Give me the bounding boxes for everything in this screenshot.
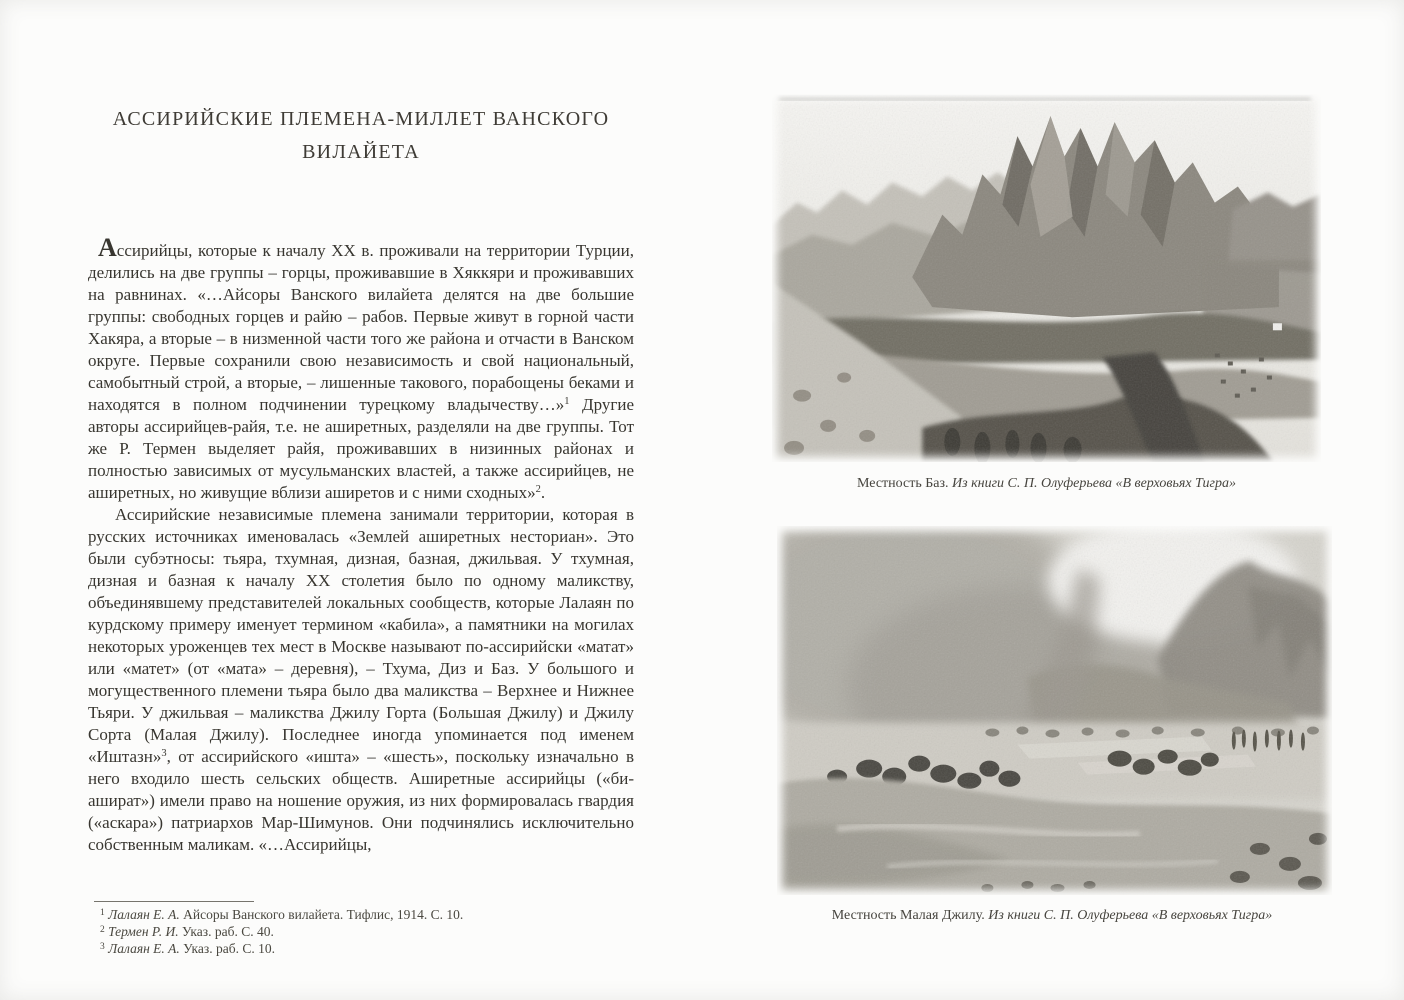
figure-photo-baz xyxy=(772,94,1321,462)
article-body xyxy=(88,233,634,856)
footnote-author: Лалаян Е. А. xyxy=(108,941,180,957)
paragraph-1 xyxy=(88,233,634,504)
figure-caption-baz xyxy=(772,476,1321,492)
footnote-2 xyxy=(88,923,634,940)
paragraph-text: Ассирийские независимые племена занимали территории, которая в русских источниках именовалась «Землей аширетных несториан». Это были субэтносы: тьяра, тхумная, дизная, базная, джильвая. У тхумная, дизная и базная к началу XX столетия было по одному маликству, объединявшему представителей локальных сообществ, которые Лалаян по курдскому примеру именует термином «кабила», а памятники на могилах некоторых уроженцев тех мест в Москве называют по-ассирийски «матат» или «матет» (от «мата» – деревня), – Тхума, Диз и Баз. У большого и могущественного племени тьяра было два маликства – Верхнее и Нижнее Тьяри. У джильвая – маликства Джилу Горта (Большая Джилу) и Джилу Сорта (Малая Джилу). Последнее иногда упоминается под именем «Иштазн» xyxy=(88,505,634,766)
drop-cap: А xyxy=(98,233,117,262)
footnote-divider xyxy=(94,901,254,902)
footnote-ref-3: 3 xyxy=(161,748,167,759)
footnote-ref-2: 2 xyxy=(535,484,541,495)
caption-place: Местность Баз. xyxy=(857,476,949,491)
footnote-author: Лалаян Е. А. xyxy=(108,907,180,922)
figure-caption-malaya-dzhilu xyxy=(762,908,1342,924)
article-title: АССИРИЙСКИЕ ПЛЕМЕНА-МИЛЛЕТ ВАНСКОГО ВИЛАЙЕТА xyxy=(112,108,610,163)
footnotes-block xyxy=(88,901,634,958)
footnote-text: Айсоры Ванского вилайета. Тифлис, 1914. С. 10. xyxy=(183,907,464,922)
paragraph-text: . xyxy=(540,483,546,502)
paragraph-text: ссирийцы, которые к началу XX в. проживали на территории Турции, делились на две группы – горцы, проживавшие в Хяккяри и проживавших на равнинах. «…Айсоры Ванского вилайета делятся на две большие группы: свободных горцев и райю – рабов. Первые живут в горной части Хакяра, а вторые – в низменной части того же района и отчасти в Ванском округе. Первые сохранили свою независимость и свой национальный, самобытный строй, а вторые, – лишенные такового, порабощены беками и находятся в полном подчинении турецкому владычеству…» xyxy=(88,241,634,414)
footnote-1 xyxy=(88,906,634,923)
mountain-landscape-photo xyxy=(772,94,1321,462)
footnote-marker: 2 xyxy=(100,925,105,936)
footnote-marker: 3 xyxy=(100,942,105,953)
paragraph-2 xyxy=(88,504,634,856)
figure-photo-malaya-dzhilu xyxy=(777,526,1332,895)
footnote-author: Термен Р. И. xyxy=(108,924,179,940)
paragraph-text: Другие авторы ассирийцев-райя, т.е. не аширетных, разделяли на две группы. Тот же Р. Термен выделяет райя, проживавших в низинных районах и полностью зависимых от мусульманских властей, а также ассирийцев, не аширетных, но живущие вблизи аширетов и с ними сходных» xyxy=(88,395,634,502)
footnote-marker: 1 xyxy=(100,908,105,918)
footnote-text: Указ. раб. С. 40. xyxy=(182,924,274,940)
caption-source: Из книги С. П. Олуферьева «В верховьях Тигра» xyxy=(988,908,1273,923)
caption-source: Из книги С. П. Олуферьева «В верховьях Тигра» xyxy=(952,476,1236,491)
caption-place: Местность Малая Джилу. xyxy=(831,908,985,923)
footnote-3 xyxy=(88,940,634,957)
valley-landscape-photo xyxy=(777,526,1332,895)
footnote-text: Указ. раб. С. 10. xyxy=(183,941,275,957)
paragraph-text: , от ассирийского «ишта» – «шесть», поскольку изначально в него входило шесть сельских обществ. Аширетные ассирийцы («би-ашират») имели право на ношение оружия, из них формировалась гвардия («аскара») патриархов Мар-Шимунов. Они подчинялись исключительно собственным маликам. «…Ассирийцы, xyxy=(88,747,634,854)
footnote-ref-1: 1 xyxy=(564,396,570,407)
